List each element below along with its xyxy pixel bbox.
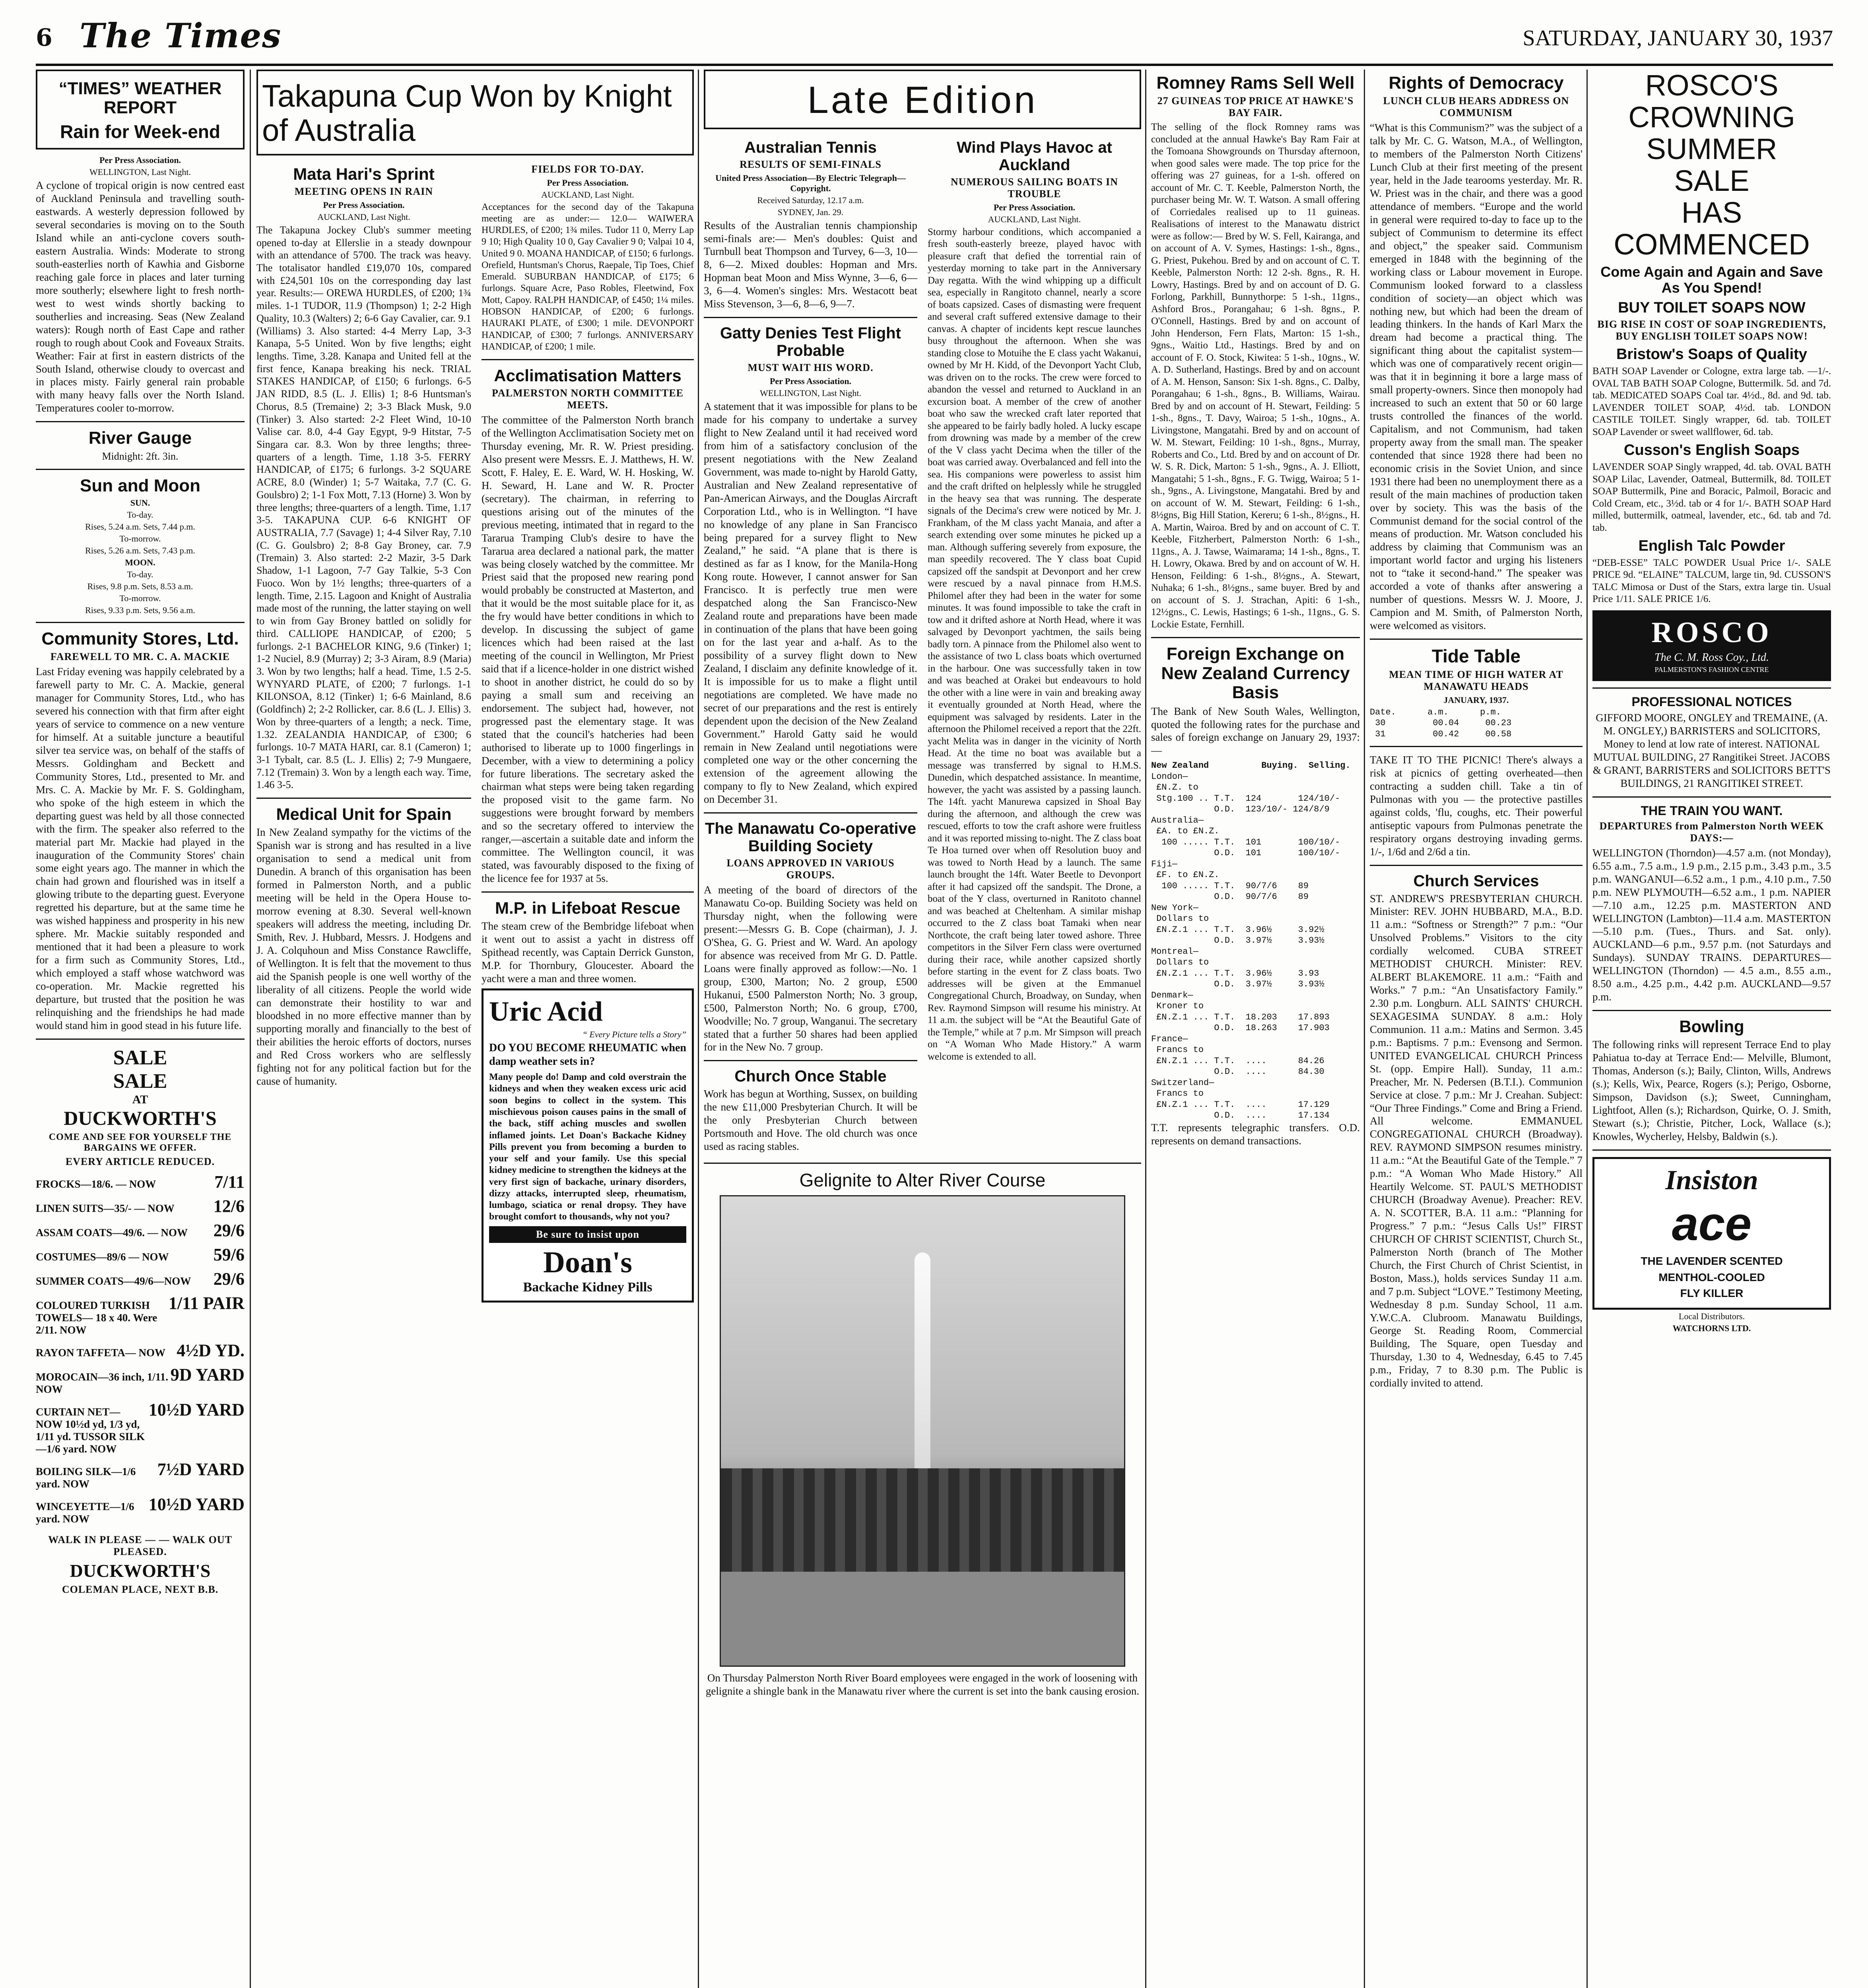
sale-item (36, 1220, 245, 1241)
sale-item (36, 1293, 245, 1336)
medical-title: Medical Unit for Spain (276, 805, 452, 824)
romney-subtitle: 27 GUINEAS TOP PRICE AT HAWKE'S BAY FAIR. (1157, 95, 1354, 119)
wind-subtitle: NUMEROUS SAILING BOATS IN TROUBLE (950, 176, 1118, 200)
insiston-ad (1592, 1157, 1831, 1310)
sale-item-price: 59/6 (213, 1244, 245, 1264)
duckworth-walk-in: WALK IN PLEASE — — WALK OUT PLEASED. (48, 1534, 232, 1557)
sale-item (36, 1196, 245, 1216)
insiston-tag-2: MENTHOL-COOLED (1658, 1271, 1765, 1283)
doans-insist: Be sure to insist upon (489, 1226, 686, 1243)
sale-item-label: FROCKS—18/6. — NOW (36, 1178, 156, 1190)
acclimatisation-title: Acclimatisation Matters (494, 366, 682, 385)
treeline (721, 1468, 1124, 1572)
manawatu-title: The Manawatu Co-operative Building Society (705, 820, 917, 855)
church-stable-body: Work has begun at Worthing, Sussex, on building the new £11,000 Presbyterian Church. It will be the only Presbyterian Church between Portsmouth and Hove. The old church was once used as racing stables. (704, 1088, 917, 1153)
duckworth-ad (36, 1046, 245, 1596)
gatty-body: A statement that it was impossible for plans to be made for his company to undertake a survey flight to New Zealand until it had received word from him of a satisfactory conclusion of the present negotiations with the New Zealand Government, was made to-night by Harold Gatty, Australian and New Zealand representative of Pan-American Airways, and the Douglas Aircraft Corporation Ltd., who is in Wellington. “I have no knowledge of any plane in San Francisco being prepared for a survey flight to New Zealand,” he said. “A plane that is there is destined as far as I know, for the Manila-Hong Kong route. However, I cannot answer for San Francisco. It is perfectly true men were despatched along the San Francisco-New Zealand route and preparations have been made in continuation of the plans that have been going on for the last year and a-half. As to the possibility of a survey flight down to New Zealand, I disclaim any definite knowledge of it. It is impossible for us to make a flight until negotiations are completed. We have made no secret of our preparations and the rest is entirely dependent upon the decision of the New Zealand Government.” Harold Gatty said he would remain in New Zealand until negotiations were completed one way or the other concerning the extension of the agreement allowing the company to fly to New Zealand, which expired on December 31. (704, 400, 917, 806)
moon-today-label: To-day. (127, 569, 153, 580)
sale-item-price: 1/11 PAIR (168, 1293, 245, 1313)
duckworth-reduced: EVERY ARTICLE REDUCED. (65, 1155, 215, 1167)
gatty-dateline: WELLINGTON, Last Night. (760, 388, 861, 398)
sale-item (36, 1244, 245, 1265)
wind-dateline: AUCKLAND, Last Night. (988, 214, 1081, 224)
fields-byline: Per Press Association. (547, 177, 629, 188)
church-services-body: ST. ANDREW'S PRESBYTERIAN CHURCH. Minister: REV. JOHN HUBBARD, M.A., B.D. 11 a.m.: “Softness or Strength?” 7 p.m.: “Our Unsolved Problems.” Visitors to the city cordially welcomed. CUBA STREET METHODIST CHURCH. Minister: REV. ALBERT BLAKEMORE. 11 a.m.: “Faith and Works.” 7 p.m.: “An Unsatisfactory Family.” 2.30 p.m. Longburn. ALL SAINTS' CHURCH. SEXAGESIMA SUNDAY. 8 a.m.: Holy Communion. 11 a.m.: Matins and Sermon. 3.45 p.m.: Baptisms. 7 p.m.: Evensong and Sermon. UNITED EVANGELICAL CHURCH Princess St. (opp. Empire Hall). Sunday, 11 a.m.: Preacher, Mr. N. Pedersen (B.T.I.). Communion Service at close. 7 p.m.: Mr J. Creahan. Subject: “Our Three Findings.” Come and Bring a Friend. All welcome. EMMANUEL CONGREGATIONAL CHURCH (Broadway). REV. RAYMOND SIMPSON resumes ministry. 11 a.m.: “At the Beautiful Gate of the Temple.” 7 p.m.: “A Woman Who Made History.” All Heartily Welcome. ST. PAUL'S METHODIST CHURCH (Broadway Avenue). Preacher: REV. A. N. SCOTTER, B.A. 11 a.m.: “Planning for Progress.” 7 p.m.: “Jesus Calls Us!” FIRST CHURCH OF CHRIST SCIENTIST, Church St., Palmerston North (branch of The Mother Church, the First Church of Christ Scientist, in Boston, Mass.), holds services Sunday 11 a.m. and 7 p.m. Subject “LOVE.” Testimony Meeting, Wednesday 8 p.m. Sunday School, 11 a.m. Y.W.C.A. Clubroom. Manawatu Buildings, George St. Reading Room, Commercial Building, The Square, open Tuesday and Thursday, 1.30 to 4, Wednesday, 6.45 to 7.45 p.m., Friday, 7 to 8.30 p.m. The Public is cordially invited to attend. (1370, 892, 1583, 1389)
sale-item (36, 1400, 245, 1455)
rosco-logo (1592, 610, 1831, 681)
rosco-line-4: SALE (1674, 164, 1750, 197)
rosco-rise: BIG RISE IN COST OF SOAP INGREDIENTS, BUY ENGLISH TOILET SOAPS NOW! (1597, 318, 1826, 342)
professional-title: PROFESSIONAL NOTICES (1631, 694, 1792, 709)
doans-brand: Doan's (543, 1245, 632, 1279)
takapuna-left (256, 161, 471, 1303)
moon-tomorrow: Rises, 9.33 p.m. Sets, 9.56 a.m. (85, 605, 195, 615)
doans-lead: DO YOU BECOME RHEUMATIC when damp weather sets in? (489, 1041, 686, 1068)
manawatu-subtitle: LOANS APPROVED IN VARIOUS GROUPS. (726, 857, 895, 881)
bowling-title: Bowling (1679, 1017, 1744, 1036)
late-edition-box (704, 70, 1141, 129)
talc-body: “DEB-ESSE” TALC POWDER Usual Price 1/-. SALE PRICE 9d. “ELAINE” TALCUM, large tin, 9d. CUSSON'S TALC Mimosa or Dust of the Stars, extra large tin. Usual Price 1/11. SALE PRICE 1/6. (1592, 557, 1831, 605)
sun-label: SUN. (130, 498, 150, 508)
rosco-come: Come Again and Again and Save As You Spend! (1600, 264, 1823, 296)
sale-item-label: RAYON TAFFETA— NOW (36, 1346, 166, 1359)
wind-body: Stormy harbour conditions, which accompanied a fresh south-easterly breeze, played havoc with pleasure craft that defied the torrential rain of yesterday morning to take part in the Anniversary Day regatta. With the wind whipping up a difficult sea, especially in Rangitoto channel, nearly a score of boats capsized. Cases of dismasting were frequent and several craft suffered extensive damage to their canvas. A chapter of incidents kept rescue launches busy throughout the afternoon. When she was standing close to Motuihe the E class yacht Wakanui, owned by Mr H. Kidd, of the Devonport Yacht Club, was driven on to the rocks. The crew were forced to abandon the vessel and returned to Auckland in an excursion boat. A member of the crew of another boat who saw the wrecked craft later reported that she appeared to be fairly badly holed. A lucky escape from drowning was made by a member of the crew of the V class yacht Decima when the tiller of the boat was carried away. Overbalanced and fell into the sea. His companions were powerless to assist him and the craft drifted on helplessly while he struggled in the heavy sea that was running. The desperate signals of the Decima's crew were noticed by Mr. J. Frankham, of the M class yacht Manaia, and after a search extending over some minutes he picked up a man. Although suffering severely from exposure, the man speedily recovered. The Y class boat Cupid capsized off the sandspit at Devonport and her crew were rescued by a naval pinnace from H.M.S. Philomel after they had been in the water for some minutes. It was found impossible to take the craft in tow and it drifted ashore at North Head, where it was salvaged by Devonport yachtmen, the sails being badly torn. A pinnace from the Philomel also went to the assistance of two L class boats which overturned in the harbour. One was successfully taken in tow and was beached at Orakei but endeavours to hold the other with a line were in vain and breaking away it eventually grounded at North Head, where the equipment was salvaged by residents. Later in the afternoon the Philomel received a report that the 22ft. yacht Melita was in danger in the vicinity of North Head. At the time no boat was available but a message was transferred by signal to H.M.S. Dunedin, which despatched assistance. In meantime, however, the yacht was assisted by a passing launch. The 14ft. yacht Manurewa capsized in Shoal Bay during the afternoon, and although the crew was rescued, efforts to tow the craft ashore were fruitless and it was reported missing to-night. The Z class boat Te Hoa turned over when off Resolution buoy and was towed to North Head by a launch. The same launch brought the 14ft. Water Beetle to Devonport after it had capsized off the sandspit. The Drone, a boat of the Y class, overturned in Ranitoto channel and was beached at Cheltenham. A similar mishap occurred to the Z class boat Tamaki when near Northcote, the craft being later towed ashore. Three competitors in the Silver Fern class were overturned during their race, while another capsized shortly before starting in the event for Z class boats. Two addresses will be given at the Emmanuel Congregational Church, Broadway, on Sunday, when Rev. Raymond Simpson will resume his ministry. At 11 a.m. the subject will be “At the Beautiful Gate of the Temple,” while at 7 p.m. Mr Simpson will preach on “A Woman Who Made History.” A warm welcome is extended to all. (928, 226, 1141, 1062)
cusson-body: LAVENDER SOAP Singly wrapped, 4d. tab. OVAL BATH SOAP Lilac, Lavender, Oatmeal, Buttermilk, 8d. TOILET SOAP Buttermilk, Pine and Boracic, Palmoil, Boracic and Cold Cream, etc., 3½d. tab or 4 for 1/-. BATH SOAP Hard milled, buttermilk, oatmeal, lavender, etc., 6d. tab and 7d. tab. (1592, 462, 1831, 533)
tide-table: Date. a.m. p.m. 30 00.04 00.23 31 00.42 00.58 (1370, 707, 1512, 739)
sale-item-price: 9D YARD (170, 1365, 245, 1384)
moon-today: Rises, 9.8 p.m. Sets, 8.53 a.m. (87, 581, 193, 592)
romney-body: The selling of the flock Romney rams was concluded at the annual Hawke's Bay Ram Fair at the Tomoana Showgrounds on Thursday afternoon, when good sales were made. The top price for the offering was 27 guineas, for a 1-sh. offered on account of Mr. C. T. Keeble, Palmerston North, the purchaser being Mr. W. T. Watson. A small offering of Corriedales realised up to 11 guineas. Realisations of interest to the Manawatu district were as follow:— Bred by W. S. Fell, Kairanga, and on account of A. V. Symes, Hastings: 1-sh., 8gns., G. Priest, Pukehou. Bred by and on account of C. T. Keeble, Palmerston North: 12 2-sh. 8gns., R. H. Lowry, Hastings. Bred by and on account of D. G. Forlong, Parkhill, Bunnythorpe: 5 1-sh., 11gns., Ashford Bros., Porangahau; 6 1-sh. 8gns., P. O'Connell, Hastings. Bred by and on account of John Henderson, Fern Flats, Marton: 15 1-sh., 9gns., Waitio Ltd., Hastings. Bred by and on account of F. O. Stock, Kiwitea: 5 1-sh., 10gns., W. A. D. Sutherland, Hastings. Bred by and on account of A. M. Henson, Sanson: Six 1-sh. 8gns., C. Dalby, Porangahau; 6 1-sh., 8gns., B. Williams, Wairau. Bred by and on account of H. Stewart, Feilding: 5 1-sh., 8gns., T. Davy, Wairoa; 5 1-sh., 10gns., A. Livingstone, Mangatahi. Bred by and on account of W. M. Stewart, Feilding: 10 1-sh., 8gns., Murray, Roberts and Co., Ltd. Bred by and on account of Dr. W. S. R. Dick, Marton: 5 1-sh., 9gns., A. J. Elliott, Mangatahi; 5 1-sh., 8gns., F. G. Twigg, Wairoa; 5 1-sh., 9gns., A. Livingstone, Mangatahi. Bred by and on account of W. M. Stewart, Feilding: 6 1-sh., 8½gns, Big Hill Station, Kereru; 6 1-sh., 8½gns., H. A. Martin, Wairoa. Bred by and on account of C. T. Keeble, Fitzherbert, Palmerston North: 6 1-sh., 11gns., A. J. Tawse, Waimarama; 14 1-sh., 8gns., T. H. Lowry, Okawa. Bred by and on account of W. H. Henson, Feilding: 6 1-sh., 8½gns., A. Stewart, Nuhaka; 6 1-sh., 8½gns., same buyer. Bred by and on account of S. J. Strachan, Apiti: 6 1-sh., 12½gns., C. Lewis, Hastings; 6 1-sh., 11gns., G. S. Lockie Estate, Fernhill. (1151, 122, 1360, 630)
rosco-buy: BUY TOILET SOAPS NOW (1618, 299, 1806, 316)
rosco-line-1: ROSCO'S (1645, 70, 1779, 102)
column-rule (1364, 70, 1365, 1988)
sale-item-price: 10½D YARD (148, 1400, 245, 1419)
sun-tomorrow-label: To-morrow. (119, 534, 161, 544)
column-rule (250, 70, 251, 1988)
community-title: Community Stores, Ltd. (41, 629, 239, 649)
acclimatisation-body: The committee of the Palmerston North branch of the Wellington Acclimatisation Society met on Thursday evening, Mr. R. W. Priest presiding. Also present were Messrs. E. J. Matthews, H. W. Scott, F. Haley, E. E. Ward, W. H. Hosking, W. H. Seward, H. Lane and W. R. Procter (secretary). The chairman, in referring to questions arising out of the minutes of the previous meeting, intimated that in regard to the Tararua Tramping Club's desire to have the Tararua area declared a national park, the matter was being closely watched by the committee. Mr Priest said that the proposed new rearing pond would probably be constructed at Masterton, and that it would be the most suitable place for it, as the fry would have better conditions in which to develop. In discussing the subject of game licences which had been raised at the last meeting of the council in Wellington, Mr Priest said that if a licence-holder in one district wished to shoot in another district, he could do so by paying a small sum and receiving an endorsement. The subject had, however, not progressed past the elementary stage. It was stated that the council's hatcheries had been authorised to liberate up to 1000 fingerlings in December, with a view to determining a policy for future liberations. The secretary asked the chairman what steps were being taken regarding the proposed visit to the game farm. No suggestions were brought forward by members and so the secretary offered to interview the ranger,—ascertain a suitable date and inform the committee. The Wellington council, it was stated, was favourably disposed to the fixing of the licence fee for 1937 at 5s. (482, 414, 694, 885)
river-gauge-text: Midnight: 2ft. 3in. (102, 450, 179, 462)
train-body: WELLINGTON (Thorndon)—4.57 a.m. (not Monday), 6.55 a.m., 7.5 a.m., 1.9 p.m., 2.15 p.m., 3.43 p.m., 3.5 p.m. WANGANUI—6.52 a.m., 1 p.m., 4.10 p.m., 7.50 p.m. NEW PLYMOUTH—6.52 a.m., 1 p.m. NAPIER—7.10 a.m., 12.25 p.m. MASTERTON AND WELLINGTON (Lambton)—11.4 a.m. MASTERTON—5.10 p.m. (Tues., Thurs. and Sat. only). AUCKLAND—6 p.m., 9.57 p.m. (not Saturdays and Sundays). SUNDAY TRAINS. DEPARTURES— WELLINGTON (Thorndon) — 4.5 a.m., 8.55 a.m., 8.50 a.m., 4.25 p.m., 4.42 p.m. AUCKLAND—9.57 p.m. (1592, 846, 1831, 1003)
medical-body: In New Zealand sympathy for the victims of the Spanish war is strong and has resulted in a live organisation to send a medical unit from Dunedin. A branch of this organisation has been formed in Palmerston North, and a public meeting will be held in the Opera House to-morrow evening at 8.30. Several well-known speakers will address the meeting, including Dr. Smith, Rev. J. Hubbard, Messrs. J. Hodgens and J. A. Colquhoun and Miss Constance Rawcliffe, of Wellington. It is felt that the movement to thus aid the Spanish people is one well worthy of the liberality of all citizens. People the world wide can demonstrate their hostility to war and bloodshed in no more effective manner than by supporting morally and financially to the best of their abilities the heroic efforts of doctors, nurses and Red Cross workers who are selflessly fighting not for any political faction but for the cause of humanity. (256, 826, 471, 1087)
romney-title: Romney Rams Sell Well (1156, 73, 1355, 93)
sale-item-price: 7/11 (214, 1172, 245, 1192)
insiston-foot-1: Local Distributors. (1678, 1311, 1745, 1322)
takapuna-byline: Per Press Association. (323, 200, 405, 210)
insiston-foot-2: WATCHORNS LTD. (1672, 1323, 1751, 1334)
professional-body: GIFFORD MOORE, ONGLEY and TREMAINE, (A. M. ONGLEY,) BARRISTERS and SOLICITORS, Money to lend at low rate of interest. NATIONAL MUTUAL BUILDING, 27 Rangitikei Street. JACOBS & GRANT, BARRISTERS and SOLICITORS BETT'S BUILDINGS, 21 RANGITIKEI STREET. (1593, 712, 1831, 789)
exchange-foot: T.T. represents telegraphic transfers. O.D. represents on demand transactions. (1151, 1121, 1360, 1147)
sale-item-label: CURTAIN NET— NOW 10½d yd, 1/3 yd, 1/11 yd. TUSSOR SILK—1/6 yard. NOW (36, 1406, 145, 1455)
issue-date: SATURDAY, JANUARY 30, 1937 (1522, 26, 1833, 50)
rosco-line-2: CROWNING (1628, 100, 1795, 134)
sale-item-price: 7½D YARD (157, 1459, 245, 1479)
church-stable-title: Church Once Stable (734, 1068, 887, 1085)
democracy-title: Rights of Democracy (1388, 73, 1564, 93)
sale-item-price: 12/6 (213, 1196, 245, 1216)
fields-dateline: AUCKLAND, Last Night. (541, 189, 634, 200)
sun-today-label: To-day. (127, 510, 153, 520)
takapuna-headline-box (256, 70, 694, 155)
takapuna-body: The Takapuna Jockey Club's summer meeting opened to-day at Ellerslie in a steady downpour with an attendance of 5700. The track was heavy. The totalisator handled £19,070 10s, compared with £24,501 10s on the corresponding day last year. Results:— OREWA HURDLES, of £200; 1¾ miles. 1-1 TUDOR, 11.9 (Thompson) 1; 2-2 High Quality, 10.3 (Walters) 2; 6-6 Gay Cavalier, car. 9.1 (Williams) 3. Also started: 4-4 Merry Lap, 3-3 Kanapa, 5-5 United. Won by five lengths; eight lengths. Time, 3.28. Kanapa and United fell at the first fence, Kanapa breaking his neck. TRIAL STAKES HANDICAP, of £150; 6 furlongs. 6-5 JAN RIDD, 8.5 (L. J. Ellis) 1; 8-6 Huntsman's Chorus, 8.5 (Tremaine) 2; 3-3 Black Musk, 9.0 (Tinker) 3. Also started: 2-2 Fleet Wind, 10-10 Valise car. 8.0, 4-4 Gay Egypt, 9-9 Hitstar, 7-5 Singara car. 8.3. Won by three lengths; three-quarters of a length. Time, 1.18 3-5. FERRY HANDICAP, of £175; 6 furlongs. 3-2 SQUARE ACRE, 8.0 (Winder) 1; 5-7 Waitaka, 7.7 (C. G. Goulsbro) 2; 1-1 Fox Mott, 7.13 (Horne) 3. Won by three lengths; three-quarters of a length. Time, 1.17 3-5. TAKAPUNA CUP. 6-6 KNIGHT OF AUSTRALIA, 7.7 (Savage) 1; 4-4 Silver Ray, 7.10 (C. G. Goulsbro) 2; 8-8 Gay Broney, car. 7.9 (Tremain) 3. Also started: 2-2 Mazir, 3-5 Dark Shadow, 1-1 Lagoon, 7-7 Gay Talkie, 5-3 Con Fuoco. Won by 1½ lengths; three-quarters of a length. Time, 2.15. Lagoon and Knight of Australia made most of the running, the latter staying on well to win from Gay Broney battled on solidly for third. CALLIOPE HANDICAP, of £200; 5 furlongs. 2-1 BACHELOR KING, 9.6 (Tinker) 1; 1-2 Nuciel, 8.9 (Murray) 2; 3-3 Airam, 8.9 (Maria) 3. Won by two lengths; half a head. Time, 1.5 2-5. WYNYARD PLATE, of £200; 7 furlongs. 1-1 KILONSOA, 8.12 (Tinker) 1; 6-6 Mainland, 8.6 (Goldfinch) 2; 2-2 Rollicker, car. 8.6 (L. J. Ellis) 3. Won by three-quarters of a length; a neck. Time, 1.32. ZEALANDIA HANDICAP, of £300; 6 furlongs. 10-7 MATA HARI, car. 8.1 (Cameron) 1; 3-1 Tybalt, car. 8.5 (L. J. Ellis) 2; 7-9 Mungaere, 7.12 (Tremain) 3. Won by a length each way. Time, 1.46 3-5. (256, 224, 471, 791)
insiston-brand: Insiston (1665, 1165, 1758, 1196)
sale-item (36, 1459, 245, 1490)
duckworth-item-list (36, 1172, 245, 1525)
cusson-title: Cusson's English Soaps (1624, 442, 1800, 459)
sale-item-label: ASSAM COATS—49/6. — NOW (36, 1226, 188, 1239)
train-subtitle: DEPARTURES from Palmerston North WEEK DAYS:— (1599, 820, 1824, 844)
exchange-title: Foreign Exchange on New Zealand Currency Basis (1161, 644, 1350, 703)
sale-item-label: MOROCAIN—36 inch, 1/11. NOW (36, 1371, 169, 1395)
river-gauge-title: River Gauge (88, 428, 192, 448)
insiston-product: ace (1672, 1197, 1752, 1250)
tide-subtitle: MEAN TIME OF HIGH WATER AT MANAWATU HEADS (1389, 668, 1563, 692)
tennis-dateline: SYDNEY, Jan. 29. (777, 207, 844, 217)
column-rule (1145, 70, 1146, 1988)
weather-byline: Per Press Association. (99, 155, 181, 165)
duckworth-tagline: COME AND SEE FOR YOURSELF THE BARGAINS WE OFFER. (49, 1132, 232, 1153)
column-2-3 (256, 70, 694, 1988)
bristow-title: Bristow's Soaps of Quality (1616, 346, 1807, 363)
weather-title: “TIMES” WEATHER REPORT (58, 79, 222, 118)
bowling-body: The following rinks will represent Terrace End to play Pahiatua to-day at Terrace End:— Melville, Blumont, Thomas, Anderson (s.); Baily, Clinton, Wills, Andrews (s.); Kells, Wix, Pearce, Rogers (s.); Perigo, Osborne, Simpson, Davidson (s.); Sweet, Cunningham, Lightfoot, Allen (s.); Richardson, Quirke, O. J. Smith, Stewart (s.); Christie, Pitcher, Lock, Wallace (s.); Knowles, Wycherley, Helsby, Baldwin (s.). (1592, 1039, 1831, 1142)
exchange-table-head: New Zealand Buying. Selling. (1151, 761, 1351, 771)
talc-title: English Talc Powder (1638, 538, 1785, 555)
sun-tomorrow: Rises, 5.26 a.m. Sets, 7.43 p.m. (85, 546, 195, 556)
column-rule (698, 70, 699, 1988)
doans-product: Backache Kidney Pills (523, 1279, 652, 1295)
sale-item (36, 1269, 245, 1289)
sprint-title: Mata Hari's Sprint (293, 164, 435, 183)
moon-label: MOON. (125, 557, 155, 568)
paper-name: The Times (80, 16, 282, 55)
weather-dateline: WELLINGTON, Last Night. (89, 167, 191, 177)
rosco-line-5: HAS (1681, 196, 1742, 229)
sale-item-price: 4½D YD. (177, 1340, 245, 1360)
sun-today: Rises, 5.24 a.m. Sets, 7.44 p.m. (85, 522, 195, 532)
lifeboat-body: The steam crew of the Bembridge lifeboat when it went out to assist a yacht in distress off Spithead recently, was Captain Derrick Gunston, M.P. for Thornbury, Gloucester. Aboard the yacht were a man and three women. (482, 920, 694, 984)
late-right (928, 135, 1141, 1157)
democracy-subtitle: LUNCH CLUB HEARS ADDRESS ON COMMUNISM (1383, 95, 1569, 119)
sale-item (36, 1340, 245, 1361)
sale-item-price: 29/6 (213, 1269, 245, 1289)
doans-top: Uric Acid (489, 996, 603, 1027)
takapuna-dateline: AUCKLAND, Last Night. (317, 212, 410, 222)
tide-title: Tide Table (1431, 645, 1521, 666)
bristow-body: BATH SOAP Lavender or Cologne, extra large tab. —1/-. OVAL TAB BATH SOAP Cologne, Buttermilk. 5d. and 7d. tab. MEDICATED SOAPS Coal tar. 4½d., 8d. and 9d. tab. LAVENDER TOILET SOAP, 4½d. tab. LONDON CASTILE TOILET. Singly wrapper, 6d. tab. TOILET SOAP Lavender or sweet wallflower, 6d. tab. (1592, 366, 1831, 437)
duckworth-footer-name: DUCKWORTH'S (70, 1560, 211, 1581)
community-body: Last Friday evening was happily celebrated by a farewell party to Mr. C. A. Mackie, general manager for Community Stores, Ltd., who has severed his connection with that firm after eight years of service to commence on a new venture for himself. At a suitable juncture a beautiful silver tea service was, on behalf of the staffs of Messrs. Goldingham and Beckett and Community Stores, Ltd., presented to Mr. and Mrs. C. A. Mackie by Mr. F. S. Goldingham, who spoke of the high esteem in which the departing guest was held by all those connected with the firm. The speaker also referred to the material part Mr. Mackie had played in the inauguration of the Community Stores' chain some eight years ago. The manner in which the chain had grown and flourished was in itself a glowing tribute to the departing guest. Everyone regretted his departure, but at the same time he was wished happiness and prosperity in his new sphere. Mr. Mackie suitably responded and mentioned that it had been a pleasure to work for a firm such as Community Stores, Ltd., which employed a staff whose watchword was co-operation. Mr. Mackie regretted his departure, but trusted that the position he was relinquishing and the friendships he had made would stand him in good stead in his future life. (36, 666, 245, 1031)
picnic-body: TAKE IT TO THE PICNIC! There's always a risk at picnics of getting overheated—then contracting a sudden chill. Take a tin of Pulmonas with you — the protective pastilles against colds, 'flu, coughs, etc. Their powerful antiseptic vapours from Pulmonas penetrate the respiratory organs destroying invading germs. 1/-, 1/6d and 2/6d a tin. (1370, 754, 1583, 858)
sale-item-label: COSTUMES—89/6 — NOW (36, 1250, 169, 1263)
tennis-title: Australian Tennis (744, 138, 877, 156)
rosco-line-3: SUMMER (1646, 132, 1777, 165)
column-6 (1151, 70, 1360, 1988)
weather-report-box (36, 70, 245, 149)
weather-headline: Rain for Week-end (60, 121, 220, 142)
gelignite-photo (720, 1195, 1125, 1667)
insiston-tag-3: FLY KILLER (1680, 1287, 1744, 1300)
wind-title: Wind Plays Havoc at Auckland (957, 138, 1112, 174)
takapuna-headline: Takapuna Cup Won by Knight of Australia (262, 78, 672, 148)
train-title: THE TRAIN YOU WANT. (1641, 803, 1783, 818)
fields-body: Acceptances for the second day of the Takapuna meeting are as under:— 12.0— WAIWERA HURDLES, of £200; 1¾ miles. Tudor 11 0, Merry Lap 9 10; High Quality 10 0, Gay Cavalier 9 0; Valpai 10 4, United 9 0. MOANA HANDICAP, of £150; 6 furlongs. Orefield, Huntsman's Chorus, Raepale, Tip Toes, Chief Emerald. SUBURBAN HANDICAP, of £175; 6 furlongs. Square Acre, Paso Robles, Fleetwind, Fox Mott, Capoy. RALPH HANDICAP, of £450; 1¼ miles. HOBSON HANDICAP, of £200; 6 furlongs. HAURAKI PLATE, of £300; 1 mile. DEVONPORT HANDICAP, of £300; 7 furlongs. ANNIVERSARY HANDICAP, of £200; 1 mile. (482, 202, 694, 352)
river-water (721, 1572, 1124, 1666)
doans-body: Many people do! Damp and cold overstrain the kidneys and when they weaken excess uric acid soon begins to collect in the system. This mischievous poison causes pains in the small of the back, stiff aching muscles and swollen inflamed joints. Let Doan's Backache Kidney Pills prevent you from becoming a burden to your self and your family. Use this special kidney medicine to strengthen the kidneys at the very first sign of backache, urinary disorders, dizzy attacks, interrupted sleep, rheumatism, lumbago, sciatica or renal dropsy. They have brought comfort to thousands, why not you? (489, 1072, 686, 1222)
late-edition-title: Late Edition (807, 79, 1038, 121)
gelignite-caption: On Thursday Palmerston North River Board employees were engaged in the work of loosening with gelignite a shingle bank in the Manawatu river where the current is set into the bank causing erosion. (705, 1672, 1140, 1697)
rosco-logo-tag: PALMERSTON'S FASHION CENTRE (1654, 665, 1769, 674)
rosco-ad (1592, 70, 1831, 681)
church-services-title: Church Services (1413, 872, 1539, 890)
tennis-received: Received Saturday, 12.17 a.m. (757, 195, 864, 205)
tide-month: JANUARY, 1937. (1443, 695, 1509, 705)
rosco-line-6: COMMENCED (1614, 227, 1810, 261)
sale-item-label: LINEN SUITS—35/- — NOW (36, 1202, 175, 1214)
community-subtitle: FAREWELL TO MR. C. A. MACKIE (50, 651, 230, 663)
democracy-body: “What is this Communism?” was the subject of a talk by Mr. C. G. Watson, M.A., of Wellington, to members of the Palmerston North Citizens' Lunch Club at their first meeting of the present year, held in the Jade tearooms yesterday. Mr. R. W. Priest was in the chair, and there was a good attendance of members. “Europe and the world in general were required to-day to face up to the subject of Communism to determine its effect and object,” the speaker said. Communism emerged in 1848 with the beginning of the working class or Labour movement in Europe. Communism looked forward to a classless condition of society—an object which was nothing new, but which had been the dream of leading thinkers. In the hands of Karl Marx the dream had become a practical thing. The significant thing about the capitalist system—which was one of comparatively recent origin—was that it in beginning it bore a large mass of small property-owners. Since then monopoly had increased to such an extent that 50 or 60 large trusts controlled the finances of the world. Capitalism, and not Communism, had taken property away from the small man. The speaker contended that since 1928 there had been no economic crisis in the Soviet Union, and since 1931 there had been no unemployment there as a result of the main machines of production taken over by society. This was the basis of the Communist demand for the social control of the means of production. Mr. Watson concluded his address by claiming that Communism was an important world factor and urging his listeners not to “take it second-hand.” The speaker was accorded a vote of thanks after answering a number of questions. Messrs W. J. Moore, J. Campion and M. Smith, of Palmerston North, were welcomed as visitors. (1370, 122, 1583, 632)
column-1 (36, 70, 245, 1988)
sale-item-label: SUMMER COATS—49/6—NOW (36, 1275, 191, 1287)
sale-item-price: 10½D YARD (148, 1494, 245, 1514)
sale-item (36, 1494, 245, 1525)
column-8 (1592, 70, 1831, 1988)
gatty-subtitle: MUST WAIT HIS WORD. (748, 362, 874, 374)
doans-ad (482, 988, 694, 1303)
sale-item-price: 29/6 (213, 1220, 245, 1240)
tennis-subtitle: RESULTS OF SEMI-FINALS (740, 158, 882, 170)
masthead (36, 16, 1833, 66)
column-4-5 (704, 70, 1141, 1988)
rosco-logo-sub: The C. M. Ross Coy., Ltd. (1654, 651, 1769, 664)
gatty-title: Gatty Denies Test Flight Probable (720, 324, 901, 360)
rosco-logo-text: ROSCO (1651, 616, 1772, 649)
exchange-intro: The Bank of New South Wales, Wellington, quoted the following rates for the purchase and sales of foreign exchange on January 29, 1937:— (1151, 705, 1360, 757)
sale-word-2: SALE (113, 1070, 167, 1093)
sale-item (36, 1172, 245, 1192)
doans-caption: “ Every Picture tells a Story” (582, 1029, 686, 1039)
sale-item (36, 1365, 245, 1396)
tennis-byline: United Press Association—By Electric Telegraph—Copyright. (715, 173, 906, 193)
duckworth-name: DUCKWORTH'S (64, 1107, 217, 1129)
tennis-body: Results of the Australian tennis championship semi-finals are:— Men's doubles: Quist and Turnbull beat Thompson and Turvey, 6—3, 10—8, 6—2. Mixed doubles: Hopman and Mrs. Hopman beat Moon and Miss Wynne, 3—6, 6—3, 6—4. Women's singles: Mrs. Westacott beat Miss Stevenson, 3—6, 8—6, 9—7. (704, 219, 917, 310)
late-left (704, 135, 917, 1157)
wind-byline: Per Press Association. (993, 202, 1076, 212)
column-rule (1586, 70, 1588, 1988)
weather-body: A cyclone of tropical origin is now centred east of Auckland Peninsula and travelling south-eastwards. A westerly depression followed by several secondaries is moving on to the South Island while an anti-cyclone covers south-eastern Australia. Winds: Moderate to strong south-easterlies north of Kawhia and Gisborne reaching gale force in places and later turning more southerly; elsewhere light to fresh north-west to west winds shortly backing to southerlies and increasing. Seas (New Zealand waters): Rough north of East Cape and rather rough to rough about Cook and Foveaux Straits. Weather: Fair at first in eastern districts of the South Island, otherwise cloudy to overcast and in places misty. Fairly general rain probable with many heavy falls over the North Island. Temperatures cooler to-morrow. (36, 179, 245, 414)
gatty-byline: Per Press Association. (769, 376, 852, 386)
fields-title: FIELDS FOR TO-DAY. (531, 163, 644, 175)
takapuna-right (482, 161, 694, 1303)
moon-tomorrow-label: To-morrow. (119, 593, 161, 604)
acclimatisation-subtitle: PALMERSTON NORTH COMMITTEE MEETS. (491, 387, 684, 411)
sale-item-label: COLOURED TURKISH TOWELS— 18 x 40. Were 2/11. NOW (36, 1299, 157, 1336)
sun-moon-title: Sun and Moon (80, 476, 201, 495)
sale-item-label: WINCEYETTE—1/6 yard. NOW (36, 1500, 134, 1525)
insiston-tag-1: THE LAVENDER SCENTED (1641, 1254, 1783, 1267)
exchange-table: London— £N.Z. to Stg.100 .. T.T. 124 124/10/- O.D. 123/10/- 124/8/9 Australia— £A. to £N.Z. 100 ..... T.T. 101 100/10/- O.D. 101 100/10/- Fiji— £F. to £N.Z. 100 ..... T.T. 90/7/6 89 O.D. 90/7/6 89 New York— Dollars to £N.Z.1 ... T.T. 3.96½ 3.92½ O.D. 3.97½ 3.93½ Montreal— Dollars to £N.Z.1 ... T.T. 3.96½ 3.93 O.D. 3.97½ 3.93½ Denmark— Kroner to £N.Z.1 ... T.T. 18.203 17.893 O.D. 18.263 17.903 France— Francs to £N.Z.1 ... T.T. .... 84.26 O.D. .... 84.30 Switzerland— Francs to £N.Z.1 ... T.T. .... 17.129 O.D. .... 17.134 (1151, 771, 1340, 1121)
manawatu-body: A meeting of the board of directors of the Manawatu Co-op. Building Society was held on Thursday night, when the following were present:—Messrs G. B. Cope (chairman), J. J. O'Shea, G. G. Priest and W. Ward. An apology for absence was received from Mr G. D. Pattle. Loans were finally approved as follow:—No. 1 group, £300, Marton; No. 2 group, £500 Hukanui, £500 Palmerston North; No. 3 group, £500, Palmerston North; No. 6 group, £700, Woodville; No. 7 group, Wanganui. The secretary stated that a further 50 shares had been applied for in the New No. 7 group. (704, 884, 917, 1053)
duckworth-footer-address: COLEMAN PLACE, NEXT B.B. (62, 1583, 219, 1595)
sprint-subtitle: MEETING OPENS IN RAIN (294, 185, 433, 197)
sale-item-label: BOILING SILK—1/6 yard. NOW (36, 1465, 136, 1490)
gelignite-title: Gelignite to Alter River Course (799, 1170, 1046, 1191)
lifeboat-title: M.P. in Lifeboat Rescue (495, 898, 680, 917)
sale-at: AT (132, 1093, 148, 1106)
page-number: 6 (36, 24, 52, 52)
sale-word-1: SALE (113, 1046, 167, 1069)
column-7 (1370, 70, 1583, 1988)
